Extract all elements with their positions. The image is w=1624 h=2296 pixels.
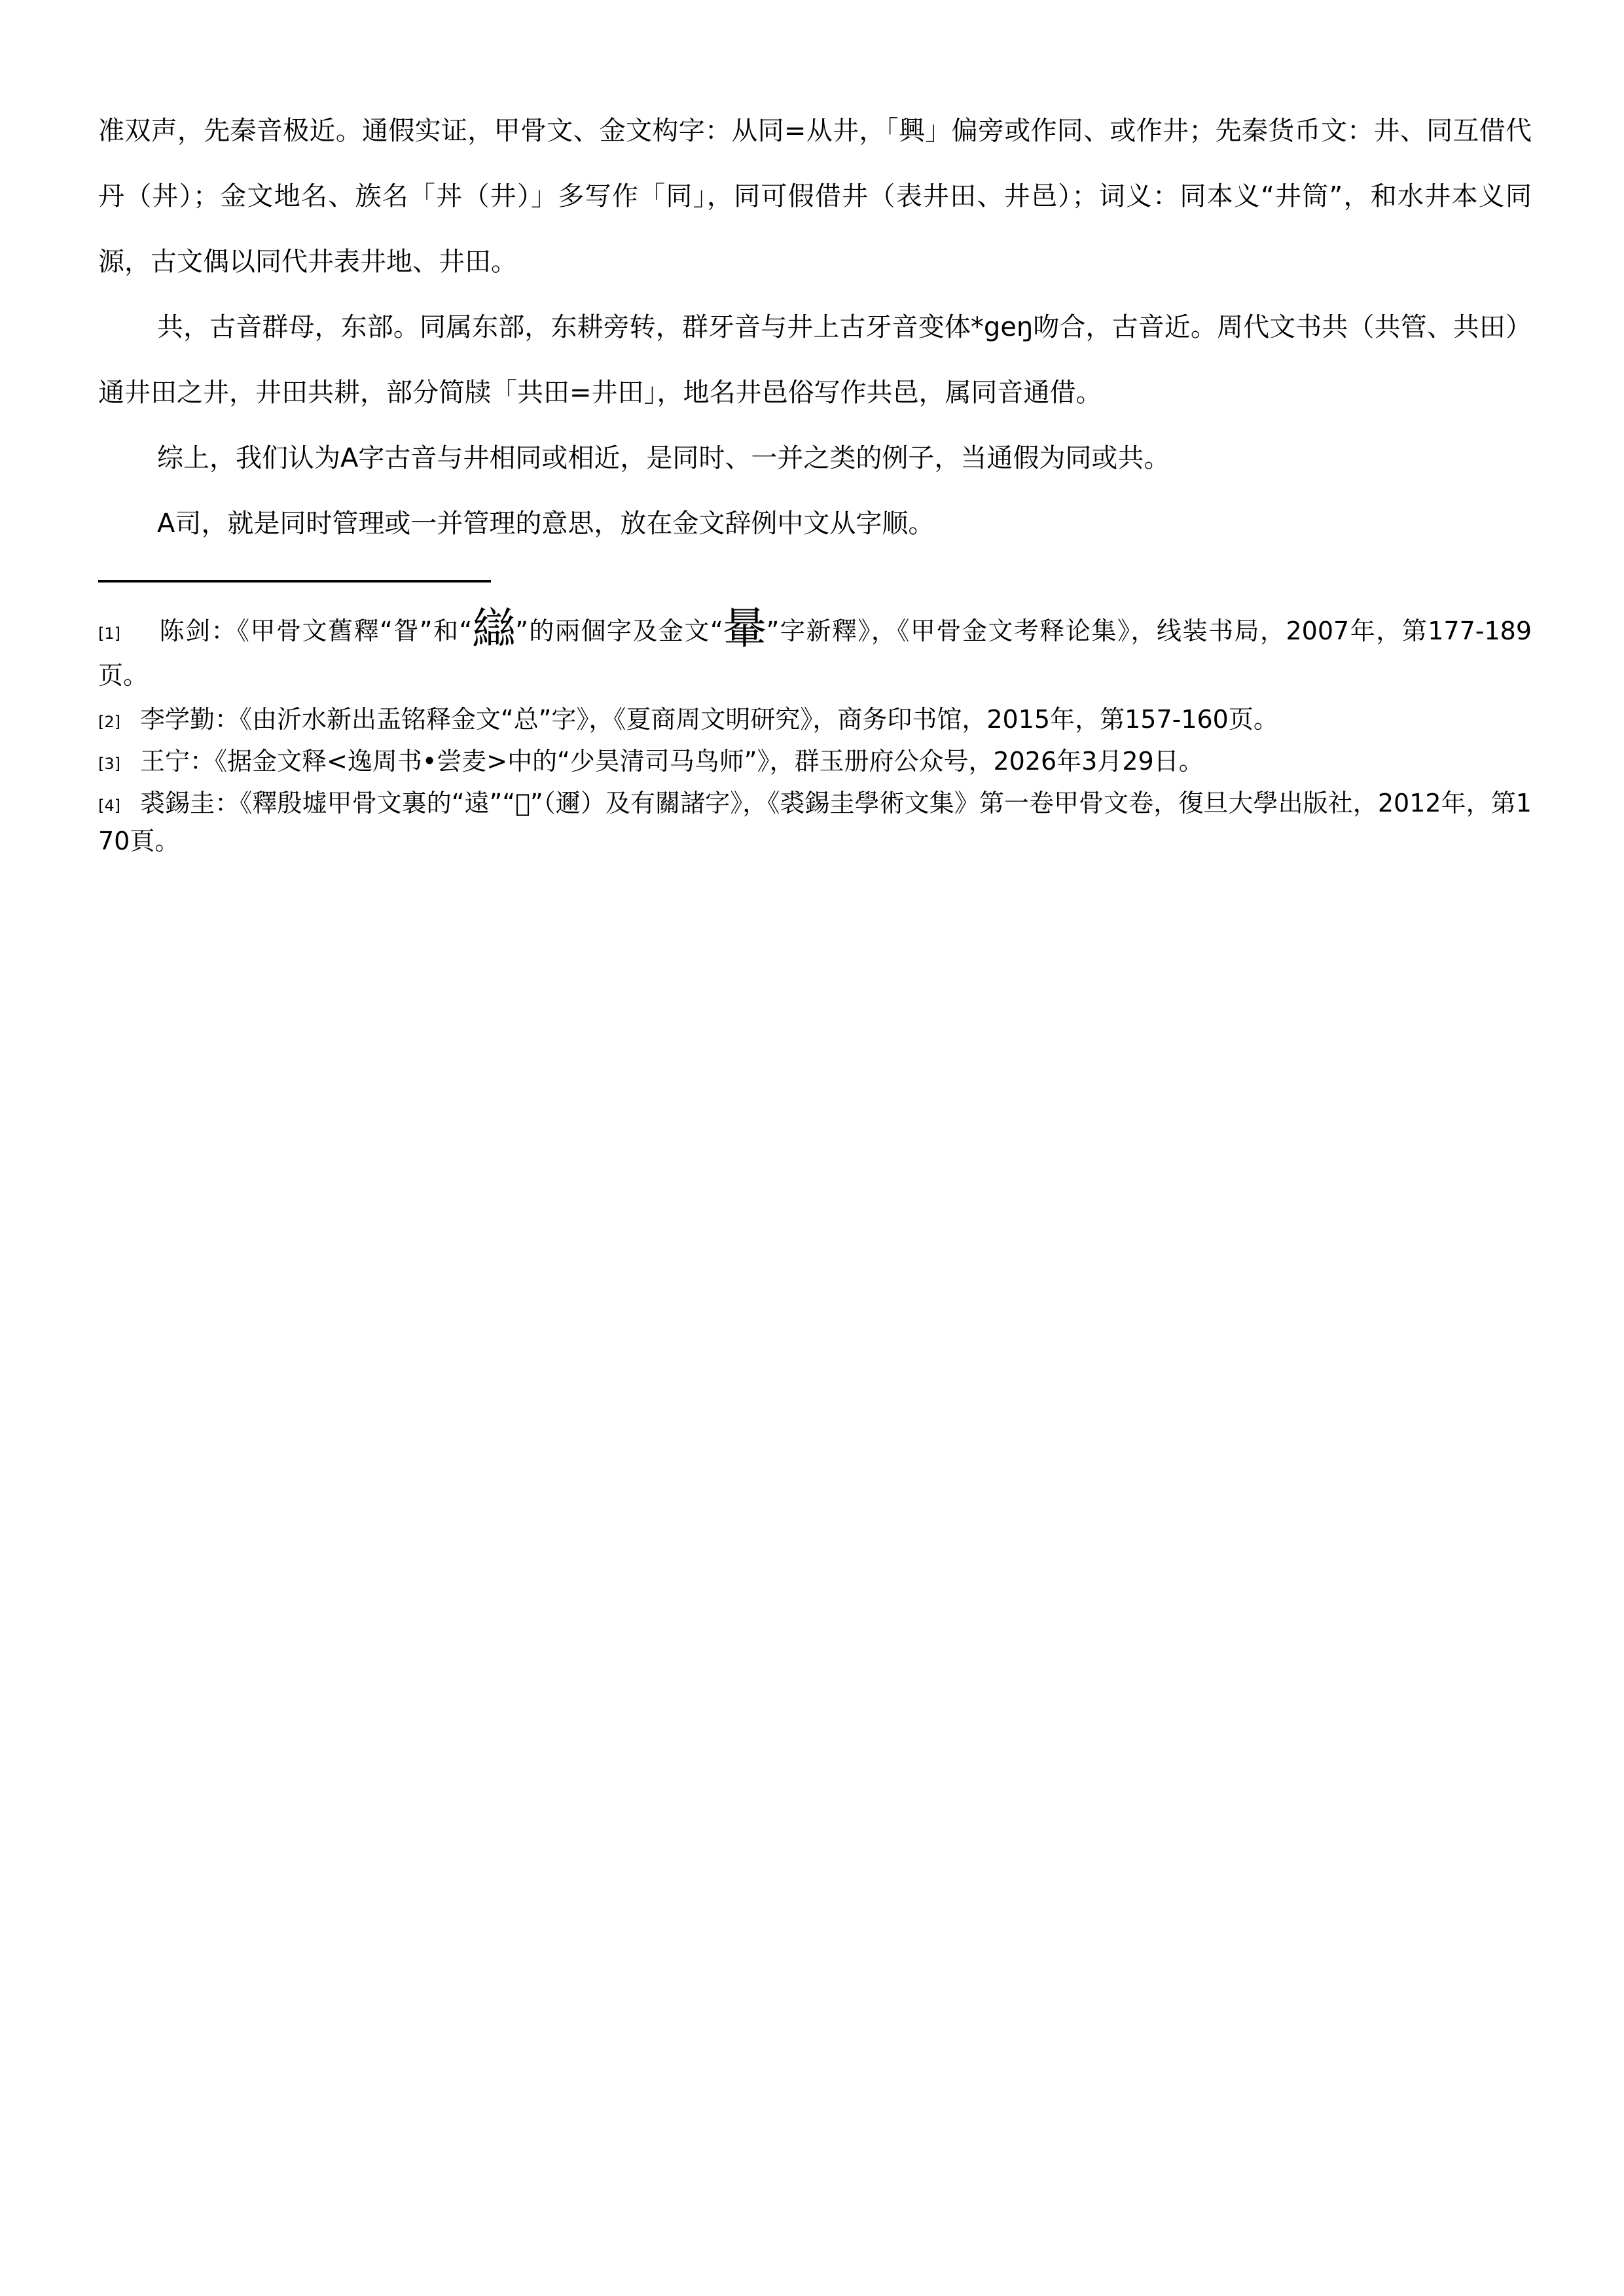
footnote-1-glyph-1: 䜌 <box>472 603 516 654</box>
footnote-3-text: 王宁：《据金文释<逸周书•尝麦>中的“少昊清司马鸟师”》，群玉册府公众号，2026年3月29日。 <box>140 747 1204 776</box>
footnote-separator <box>98 580 491 583</box>
footnote-4-marker: [4] <box>98 797 120 815</box>
body-paragraph-3: 综上，我们认为A字古音与井相同或相近，是同时、一并之类的例子，当通假为同或共。 <box>157 443 1170 473</box>
body-paragraph-4: A司，就是同时管理或一并管理的意思，放在金文辞例中文从字顺。 <box>157 509 935 539</box>
document-page <box>98 98 1532 864</box>
body-paragraph-2: 共，古音群母，东部。同属东部，东耕旁转，群牙音与井上古牙音变体*geŋ吻合，古音近。周代文书共（共管、共田）通井田之井，井田共耕，部分简牍「共田=井田」，地名井邑俗写作共邑，属同音通借。 <box>98 312 1532 408</box>
footnote-1-text-part1: 陈剑：《甲骨文舊釋“眢”和“ <box>158 617 473 645</box>
footnote-3 <box>98 742 1532 780</box>
footnote-2 <box>98 700 1532 738</box>
footnote-2-marker: [2] <box>98 713 120 731</box>
body-paragraph-1: 准双声，先秦音极近。通假实证，甲骨文、金文构字：从同=从井，「興」偏旁或作同、或作井；先秦货币文：井、同互借代丹（丼）；金文地名、族名「丼（井）」多写作「同」，同可假借井（表井田、井邑）；词义：同本义“井筒”，和水井本义同源，古文偶以同代井表井地、井田。 <box>98 116 1532 277</box>
footnote-2-text: 李学勤：《由沂水新出盂铭释金文“总”字》，《夏商周文明研究》，商务印书馆，2015年，第157-160页。 <box>140 705 1278 734</box>
footnote-1-text-part2: ”的兩個字及金文“ <box>515 617 723 645</box>
footnote-1-glyph-2: 䡞 <box>723 603 767 654</box>
footnote-1 <box>98 603 1532 698</box>
footnote-4 <box>98 784 1532 860</box>
footnote-1-text-part3: ”字新釋》，《甲骨金文考释论集》，线装书局，2007年，第177-189页。 <box>98 617 1532 690</box>
footnote-1-marker: [1] <box>98 624 120 643</box>
footnote-3-marker: [3] <box>98 755 120 773</box>
footnote-4-text: 裘錫圭：《釋殷墟甲骨文裏的“遠”“𤞷”（邇）及有關諸字》，《裘錫圭學術文集》第一卷甲骨文卷，復旦大學出版社，2012年，第170頁。 <box>98 789 1532 855</box>
